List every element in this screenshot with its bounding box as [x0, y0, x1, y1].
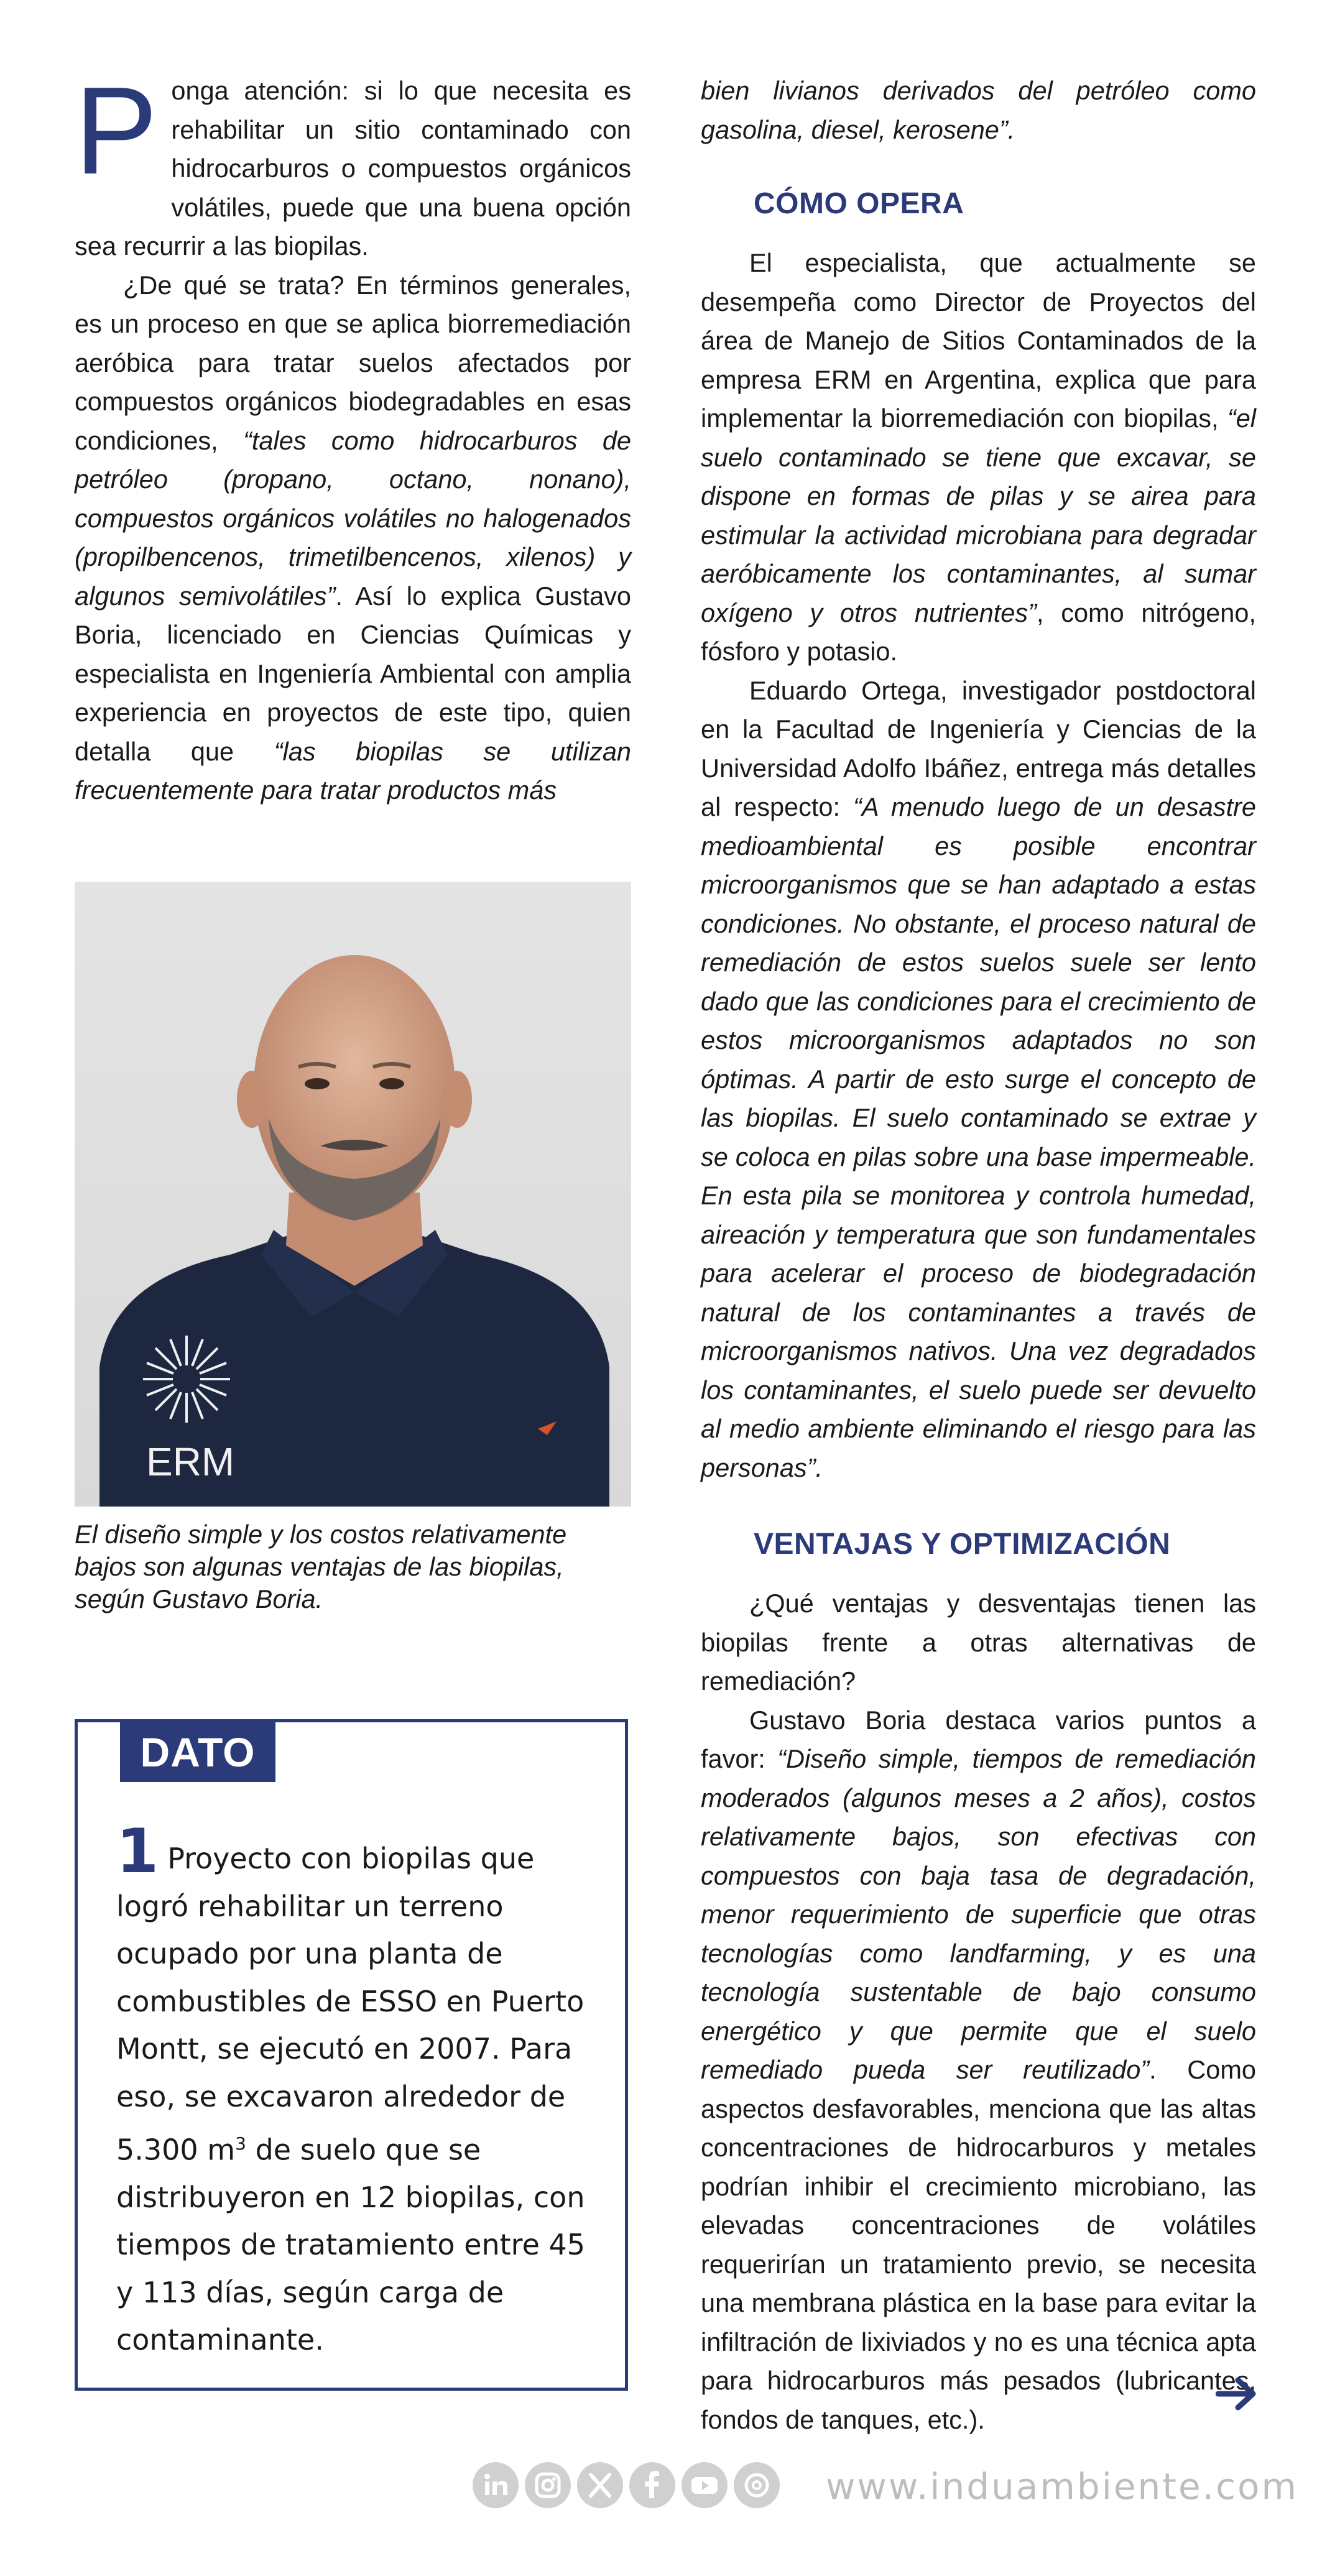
ortega-paragraph: Eduardo Ortega, investigador postdoctoral en la Facultad de Ingeniería y Ciencias de la Universidad Adolfo Ibáñez, entrega más detalles al respecto: “A menudo luego de un desastre medioambiental es posible encontrar microorganismos que se han adaptado a estas condiciones. No obstante, el proceso natural de remediación de estos suelos suele ser lento dado que las condiciones para el crecimiento de estos microorganismos adaptados no son óptimas. A partir de esto surge el concepto de las biopilas. El suelo contaminado se extrae y se coloca en pilas sobre una base impermeable. En esta pila se monitorea y controla humedad, aireación y temperatura que son fundamentales para acelerar el proceso de biodegradación natural de los contaminantes a través de microorganismos nativos. Una vez degradados los contaminantes, el suelo puede ser devuelto al medio ambiente eliminando el riesgo para las personas”. [701, 675, 1256, 1482]
definition-paragraph: ¿De qué se trata? En términos generales, es un proceso en que se aplica biorremediación aeróbica para tratar suelos afectados por compuestos orgánicos biodegradables en esas condiciones, “tales como hidrocarburos de petróleo (propano, octano, nonano), compuestos orgánicos volátiles no halogenados (propilbencenos, trimetilbencenos, xilenos) y algunos semivolátiles”. Así lo explica Gustavo Boria, licenciado en Ciencias Químicas y especialista en Ingeniería Ambiental con amplia experiencia en proyectos de este tipo, quien detalla que “las biopilas se utilizan frecuentemente para tratar productos más [75, 270, 632, 805]
quote-text: “las biopilas se utilizan frecuentemente para tratar productos más [75, 736, 632, 805]
instagram-icon[interactable] [525, 2462, 571, 2508]
right-text [701, 72, 1256, 149]
advantages-paragraph: Gustavo Boria destaca varios puntos a favor: “Diseño simple, tiempos de remediación moderados (algunos meses a 2 años), costos relativamente bajos, son efectivas con compuestos con baja tasa de degradación, menor requerimiento de superficie que otras tecnologías como landfarming, y es una tecnología sustentable de bajo consumo energético y que permite que el suelo remediado pueda ser reutilizado”. Como aspectos desfavorables, menciona que las altas concentraciones de hidrocarburos y metales podrían inhibir el crecimiento microbiano, las elevadas concentraciones de volátiles requerirían un tratamiento previo, se necesita una membrana plástica en la base para evitar la infiltración de lixiviados y no es una técnica apta para hidrocarburos más pesados (lubricantes, fondos de tanques, etc.). [701, 1705, 1256, 2434]
next-page-arrow-icon[interactable] [1216, 2375, 1259, 2412]
quote-text: “tales como hidrocarburos de petróleo (propano, octano, nonano), compuestos orgánicos volátiles no halogenados (propilbencenos, trimetilbencenos, xilenos) y algunos semivolátiles” [75, 425, 631, 611]
photo-caption: El diseño simple y los costos relativamente bajos son algunas ventajas de las biopilas, según Gustavo Boria. [75, 1520, 567, 1613]
portrait-photo [75, 882, 631, 1507]
facebook-icon[interactable] [629, 2462, 675, 2508]
specialist-paragraph: El especialista, que actualmente se desempeña como Director de Proyectos del área de Manejo de Sitios Contaminados de la empresa ERM en Argentina, explica que para implementar la biorremediación con biopilas, “el suelo contaminado se tiene que excavar, se dispone en formas de pilas y se airea para estimular la actividad microbiana para degradar aeróbicamente los contaminantes, al sumar oxígeno y otros nutrientes”, como nitrógeno, fósforo y potasio. [701, 248, 1256, 666]
dato-number: 1 [116, 1816, 159, 1887]
shirt-logo-text: ERM [146, 1439, 235, 1484]
footer [473, 2462, 1299, 2512]
question-paragraph: ¿Qué ventajas y desventajas tienen las biopilas frente a otras alternativas de remediación? [701, 1589, 1256, 1696]
website-link[interactable]: www.induambiente.com [826, 2465, 1299, 2508]
linkedin-icon[interactable] [473, 2462, 519, 2508]
youtube-icon[interactable] [682, 2462, 728, 2508]
x-icon[interactable] [577, 2462, 623, 2508]
dato-text: 1 Proyecto con biopilas que logró rehabilitar un terreno ocupado por una planta de combustibles de ESSO en Puerto Montt, se ejecutó en 2007. Para eso, se excavaron alrededor de 5.300 $m^3$ de suelo que se distribuyeron en 12 biopilas, con tiempos de tratamiento entre 45 y 113 días, según carga de contaminante. [116, 1816, 586, 2357]
intro-text [75, 62, 632, 810]
intro-paragraph: Ponga atención: si lo que necesita es rehabilitar un sitio contaminado con hidrocarburos o compuestos orgánicos volátiles, puede que una buena opción sea recurrir a las biopilas. [75, 62, 631, 261]
section-heading-como-opera: CÓMO OPERA [754, 187, 964, 220]
section-heading-ventajas: VENTAJAS Y OPTIMIZACIÓN [754, 1528, 1171, 1561]
threads-icon[interactable] [734, 2462, 780, 2508]
portrait-illustration [75, 882, 631, 1507]
drop-cap: P [75, 62, 158, 200]
left-column [75, 62, 632, 810]
dato-label: DATO [120, 1722, 275, 1782]
dato-box [75, 1719, 628, 2391]
right-column [701, 72, 1256, 2439]
continued-quote: bien livianos derivados del petróleo como gasolina, diesel, kerosene”. [701, 76, 1256, 144]
